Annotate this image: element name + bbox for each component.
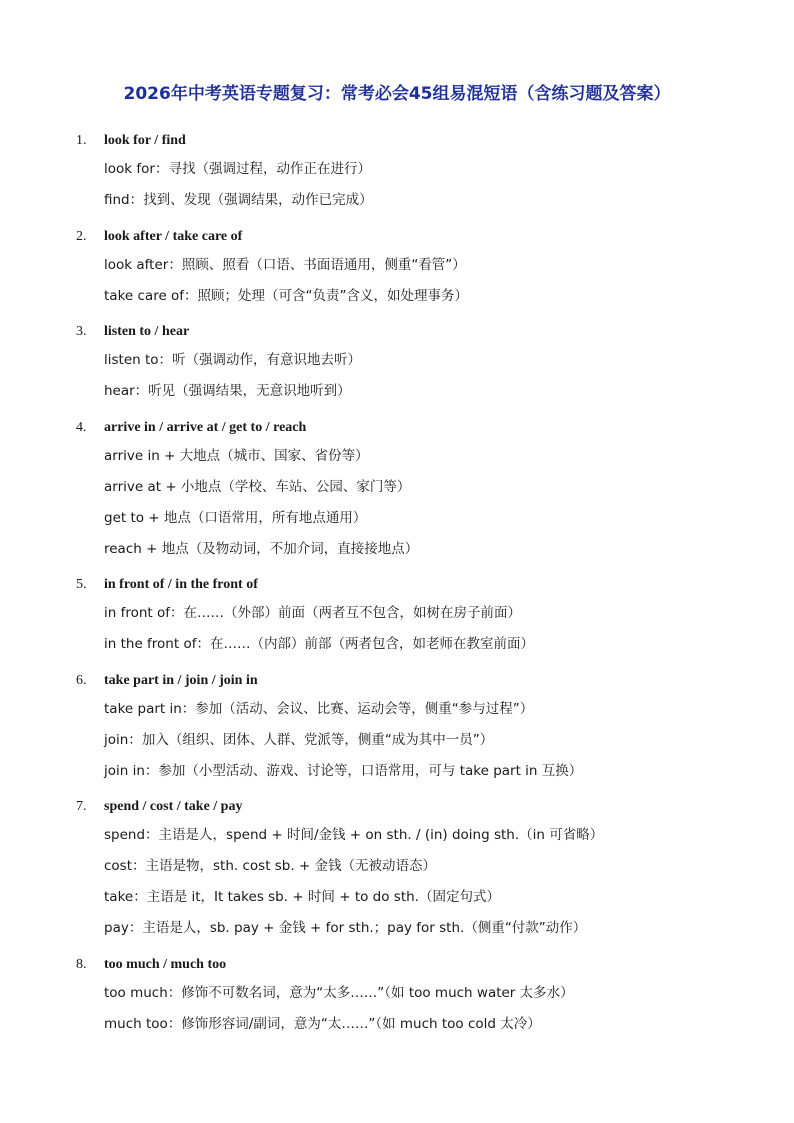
item-header	[0, 572, 794, 598]
item-explanation: spend：主语是人，spend + 时间/金钱 + on sth. / (in) doing sth.（in 可省略）	[104, 827, 604, 843]
page-title: 2026年中考英语专题复习：常考必会45组易混短语（含练习题及答案）	[123, 84, 671, 104]
item-explanation: look after：照顾、照看（口语、书面语通用，侧重“看管”）	[104, 256, 466, 273]
item-explanation: reach + 地点（及物动词，不加介词，直接接地点）	[104, 540, 419, 557]
item-explanation: much too：修饰形容词/副词，意为“太……”（如 much too cold 太冷）	[104, 1015, 541, 1032]
item-explanation: too much：修饰不可数名词，意为“太多……”（如 too much water 太多水）	[104, 984, 574, 1001]
item-header	[0, 128, 794, 154]
item-header	[0, 952, 794, 978]
item-explanation: join：加入（组织、团体、人群、党派等，侧重“成为其中一员”）	[104, 731, 494, 748]
item-header	[0, 794, 794, 820]
list-item	[0, 224, 794, 312]
list-item	[0, 668, 794, 787]
list-item	[0, 572, 794, 660]
item-heading: take part in / join / join in	[104, 672, 258, 688]
list-item	[0, 952, 794, 1040]
item-number: 6.	[76, 672, 87, 688]
item-heading: arrive in / arrive at / get to / reach	[104, 419, 307, 435]
item-explanation: join in：参加（小型活动、游戏、讨论等，口语常用，可与 take part in 互换）	[104, 762, 583, 779]
item-explanation: hear：听见（强调结果，无意识地听到）	[104, 383, 351, 399]
list-item	[0, 415, 794, 565]
item-header	[0, 224, 794, 250]
item-number: 1.	[76, 133, 87, 148]
item-header	[0, 415, 794, 441]
item-number: 3.	[76, 324, 87, 339]
item-explanation: in front of：在……（外部）前面（两者互不包含，如树在房子前面）	[104, 605, 522, 621]
item-heading: spend / cost / take / pay	[104, 799, 243, 814]
item-number: 2.	[76, 228, 87, 244]
item-number: 5.	[76, 577, 87, 592]
item-explanation: in the front of：在……（内部）前部（两者包含，如老师在教室前面）	[104, 636, 534, 652]
item-header	[0, 668, 794, 694]
list-item	[0, 128, 794, 216]
item-heading: too much / much too	[104, 956, 227, 972]
item-explanation: arrive at + 小地点（学校、车站、公园、家门等）	[104, 478, 411, 495]
item-explanation: pay：主语是人，sb. pay + 金钱 + for sth.；pay for sth.（侧重“付款”动作）	[104, 920, 587, 936]
item-heading: look for / find	[104, 133, 186, 148]
item-explanation: cost：主语是物，sth. cost sb. + 金钱（无被动语态）	[104, 858, 437, 874]
item-heading: look after / take care of	[104, 228, 243, 244]
item-heading: listen to / hear	[104, 324, 190, 339]
list-item	[0, 794, 794, 944]
item-header	[0, 319, 794, 345]
item-explanation: take：主语是 it，It takes sb. + 时间 + to do sth.（固定句式）	[104, 889, 500, 905]
phrase-list	[0, 128, 794, 1047]
item-number: 8.	[76, 956, 87, 972]
item-explanation: listen to：听（强调动作，有意识地去听）	[104, 352, 362, 368]
item-explanation: get to + 地点（口语常用，所有地点通用）	[104, 509, 367, 526]
item-explanation: find：找到、发现（强调结果，动作已完成）	[104, 192, 373, 208]
item-explanation: arrive in + 大地点（城市、国家、省份等）	[104, 447, 369, 464]
item-explanation: take part in：参加（活动、会议、比赛、运动会等，侧重“参与过程”）	[104, 700, 534, 717]
item-heading: in front of / in the front of	[104, 577, 258, 592]
item-number: 7.	[76, 799, 87, 814]
item-number: 4.	[76, 419, 87, 435]
list-item	[0, 319, 794, 407]
item-explanation: take care of：照顾；处理（可含“负责”含义，如处理事务）	[104, 287, 469, 304]
item-explanation: look for：寻找（强调过程，动作正在进行）	[104, 161, 371, 177]
